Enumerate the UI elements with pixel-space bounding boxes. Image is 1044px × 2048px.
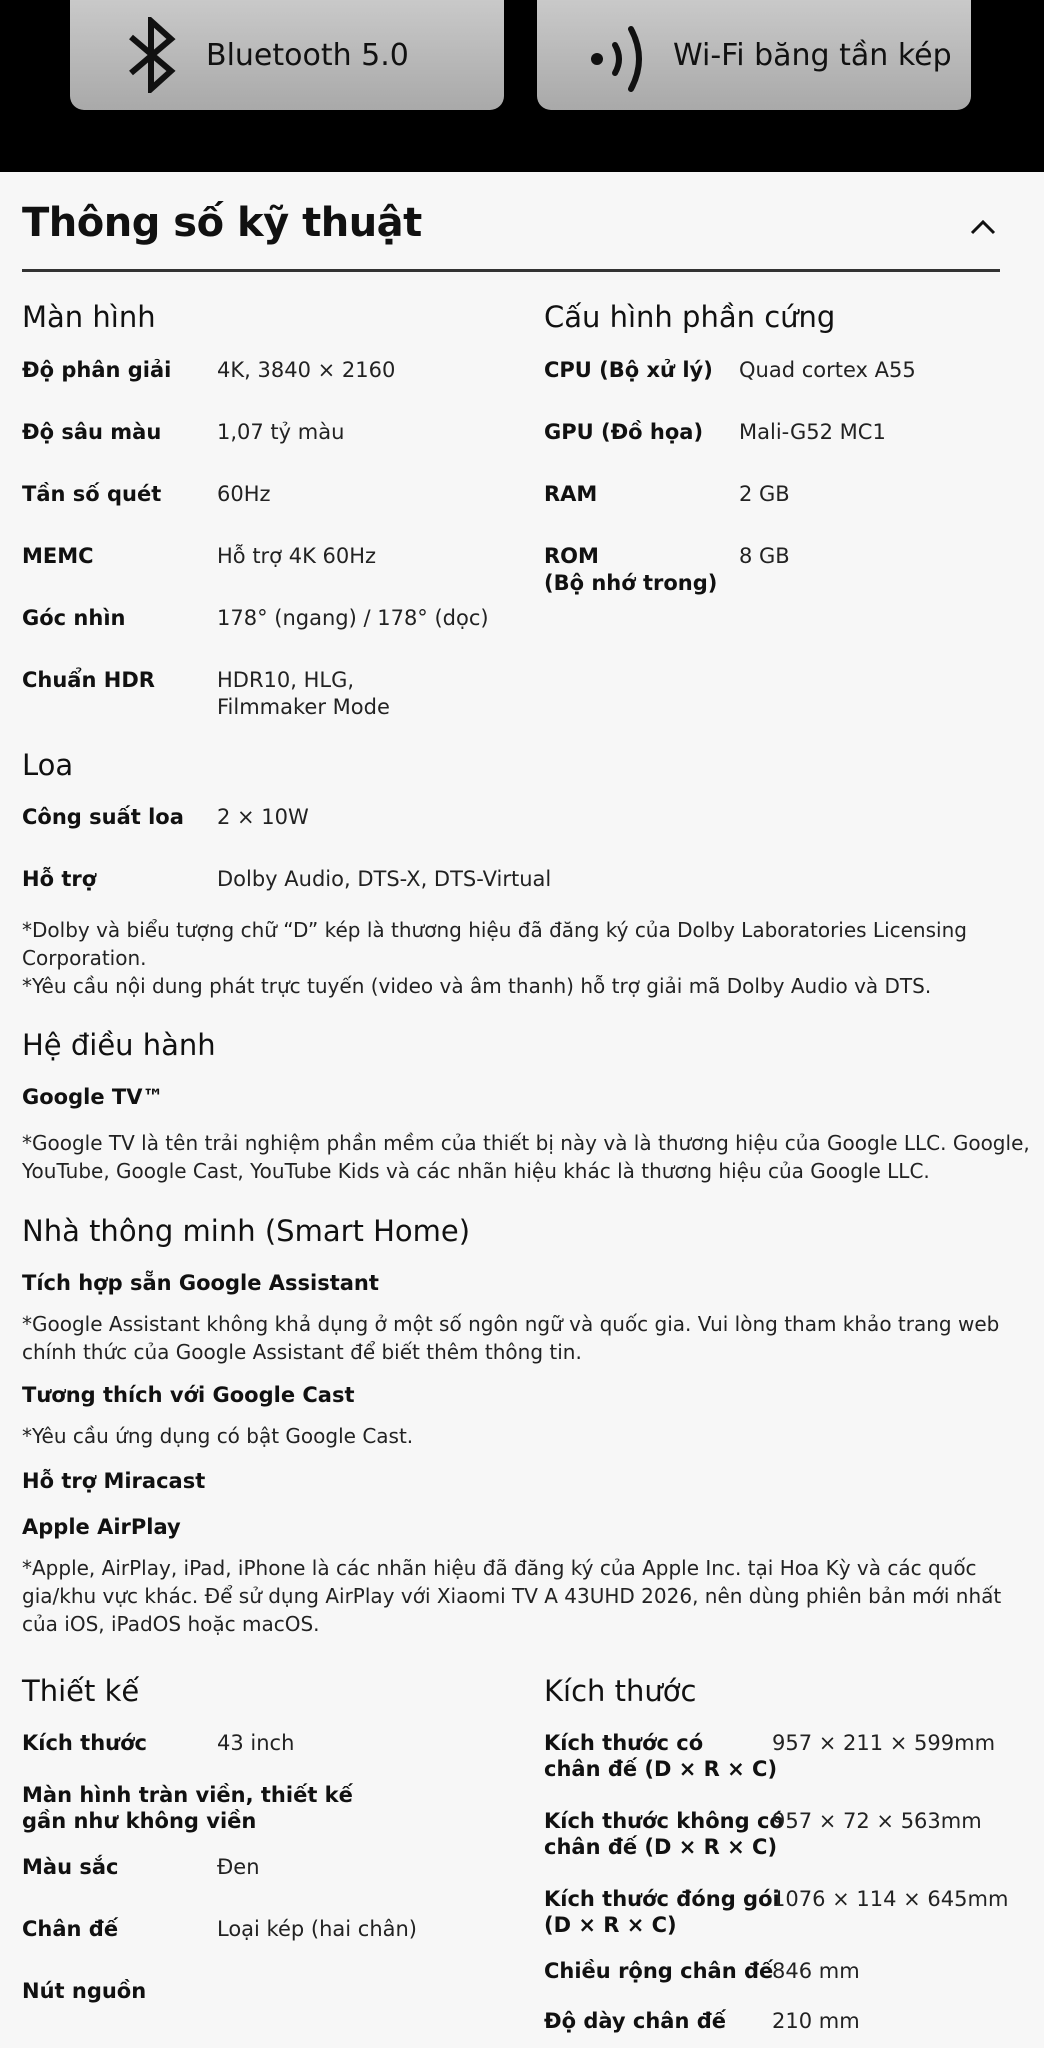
footnote: *Google TV là tên trải nghiệm phần mềm của thiết bị này và là thương hiệu của Google LLC. Google, — [22, 1131, 1030, 1155]
chevron-up-icon[interactable] — [966, 210, 1000, 244]
spec-key: Chuẩn HDR — [22, 668, 155, 692]
feature-title: Hỗ trợ Miracast — [22, 1469, 206, 1493]
spec-key: Tần số quét — [22, 482, 162, 506]
spec-key: chân đế (D × R × C) — [544, 1757, 778, 1781]
section-heading-audio: Loa — [22, 748, 74, 782]
bluetooth-icon — [118, 12, 188, 98]
spec-key: Kích thước đóng gói — [544, 1887, 780, 1911]
footnote: YouTube, Google Cast, YouTube Kids và các nhãn hiệu khác là thương hiệu của Google LLC. — [22, 1159, 930, 1183]
spec-value: 43 inch — [217, 1731, 295, 1755]
section-heading-smart-home: Nhà thông minh (Smart Home) — [22, 1214, 471, 1248]
feature-label: Bluetooth 5.0 — [206, 37, 409, 73]
spec-value: 8 GB — [739, 544, 790, 568]
spec-key: Kích thước có — [544, 1731, 704, 1755]
feature-label: Wi-Fi băng tần kép — [673, 37, 952, 73]
spec-key: Màn hình tràn viền, thiết kế — [22, 1783, 353, 1807]
spec-key: chân đế (D × R × C) — [544, 1835, 778, 1859]
spec-value: 1,07 tỷ màu — [217, 420, 345, 444]
spec-value: Loại kép (hai chân) — [217, 1917, 418, 1941]
spec-key: gần như không viền — [22, 1809, 257, 1833]
spec-key: RAM — [544, 482, 598, 506]
os-name: Google TV™ — [22, 1085, 164, 1109]
spec-value: HDR10, HLG, — [217, 668, 355, 692]
specs-header[interactable] — [22, 194, 1000, 272]
wifi-signal-icon — [585, 12, 655, 98]
spec-value: Quad cortex A55 — [739, 358, 916, 382]
spec-key: GPU (Đồ họa) — [544, 420, 704, 444]
section-heading-hardware: Cấu hình phần cứng — [544, 300, 836, 334]
spec-key: Nút nguồn — [22, 1979, 147, 2003]
footnote: *Yêu cầu ứng dụng có bật Google Cast. — [22, 1424, 414, 1448]
spec-value: 2 × 10W — [217, 805, 309, 829]
spec-value: 957 × 72 × 563mm — [772, 1809, 982, 1833]
spec-key: MEMC — [22, 544, 94, 568]
spec-key: (Bộ nhớ trong) — [544, 571, 718, 595]
spec-key: CPU (Bộ xử lý) — [544, 358, 713, 382]
section-heading-os: Hệ điều hành — [22, 1028, 216, 1062]
spec-value: 60Hz — [217, 482, 271, 506]
spec-key: Độ phân giải — [22, 358, 172, 382]
spec-key: ROM — [544, 544, 599, 568]
spec-value: 210 mm — [772, 2009, 860, 2033]
spec-value: 1076 × 114 × 645mm — [772, 1887, 1009, 1911]
footnote: của iOS, iPadOS hoặc macOS. — [22, 1612, 320, 1636]
spec-value: 846 mm — [772, 1959, 860, 1983]
spec-key: Góc nhìn — [22, 606, 126, 630]
section-heading-dimensions: Kích thước — [544, 1674, 697, 1708]
spec-value: 4K, 3840 × 2160 — [217, 358, 396, 382]
feature-card-wifi — [537, 0, 971, 110]
feature-title: Tích hợp sẵn Google Assistant — [22, 1271, 379, 1295]
footnote: *Yêu cầu nội dung phát trực tuyến (video và âm thanh) hỗ trợ giải mã Dolby Audio và DTS. — [22, 974, 932, 998]
footnote: *Google Assistant không khả dụng ở một số ngôn ngữ và quốc gia. Vui lòng tham khảo trang web — [22, 1312, 1000, 1336]
spec-value: Filmmaker Mode — [217, 695, 390, 719]
feature-card-bluetooth — [70, 0, 504, 110]
spec-key: Màu sắc — [22, 1855, 119, 1879]
spec-key: Hỗ trợ — [22, 867, 97, 891]
spec-key: Độ sâu màu — [22, 420, 162, 444]
spec-value: 2 GB — [739, 482, 790, 506]
spec-key: Kích thước — [22, 1731, 147, 1755]
feature-title: Apple AirPlay — [22, 1515, 181, 1539]
footnote: chính thức của Google Assistant để biết thêm thông tin. — [22, 1340, 582, 1364]
spec-value: Hỗ trợ 4K 60Hz — [217, 544, 377, 568]
spec-key: Công suất loa — [22, 805, 184, 829]
spec-value: 178° (ngang) / 178° (dọc) — [217, 606, 489, 630]
spec-value: Mali-G52 MC1 — [739, 420, 886, 444]
spec-key: (D × R × C) — [544, 1913, 677, 1937]
section-heading-design: Thiết kế — [22, 1674, 140, 1708]
spec-value: Dolby Audio, DTS-X, DTS-Virtual — [217, 867, 552, 891]
spec-value: 957 × 211 × 599mm — [772, 1731, 996, 1755]
spec-value: Đen — [217, 1855, 260, 1879]
footnote: *Apple, AirPlay, iPad, iPhone là các nhãn hiệu đã đăng ký của Apple Inc. tại Hoa Kỳ và các quốc — [22, 1556, 977, 1580]
section-heading-display: Màn hình — [22, 300, 156, 334]
spec-key: Độ dày chân đế — [544, 2009, 726, 2033]
page-title: Thông số kỹ thuật — [22, 200, 422, 246]
specs-panel — [0, 172, 1044, 2048]
spec-key: Chiều rộng chân đế — [544, 1959, 774, 1983]
spec-key: Kích thước không có — [544, 1809, 784, 1833]
footnote: Corporation. — [22, 946, 147, 970]
footnote: gia/khu vực khác. Để sử dụng AirPlay với Xiaomi TV A 43UHD 2026, nên dùng phiên bản mới nhất — [22, 1584, 1002, 1608]
footnote: *Dolby và biểu tượng chữ “D” kép là thương hiệu đã đăng ký của Dolby Laboratories Licensing — [22, 918, 967, 942]
feature-title: Tương thích với Google Cast — [22, 1383, 355, 1407]
spec-key: Chân đế — [22, 1917, 119, 1941]
